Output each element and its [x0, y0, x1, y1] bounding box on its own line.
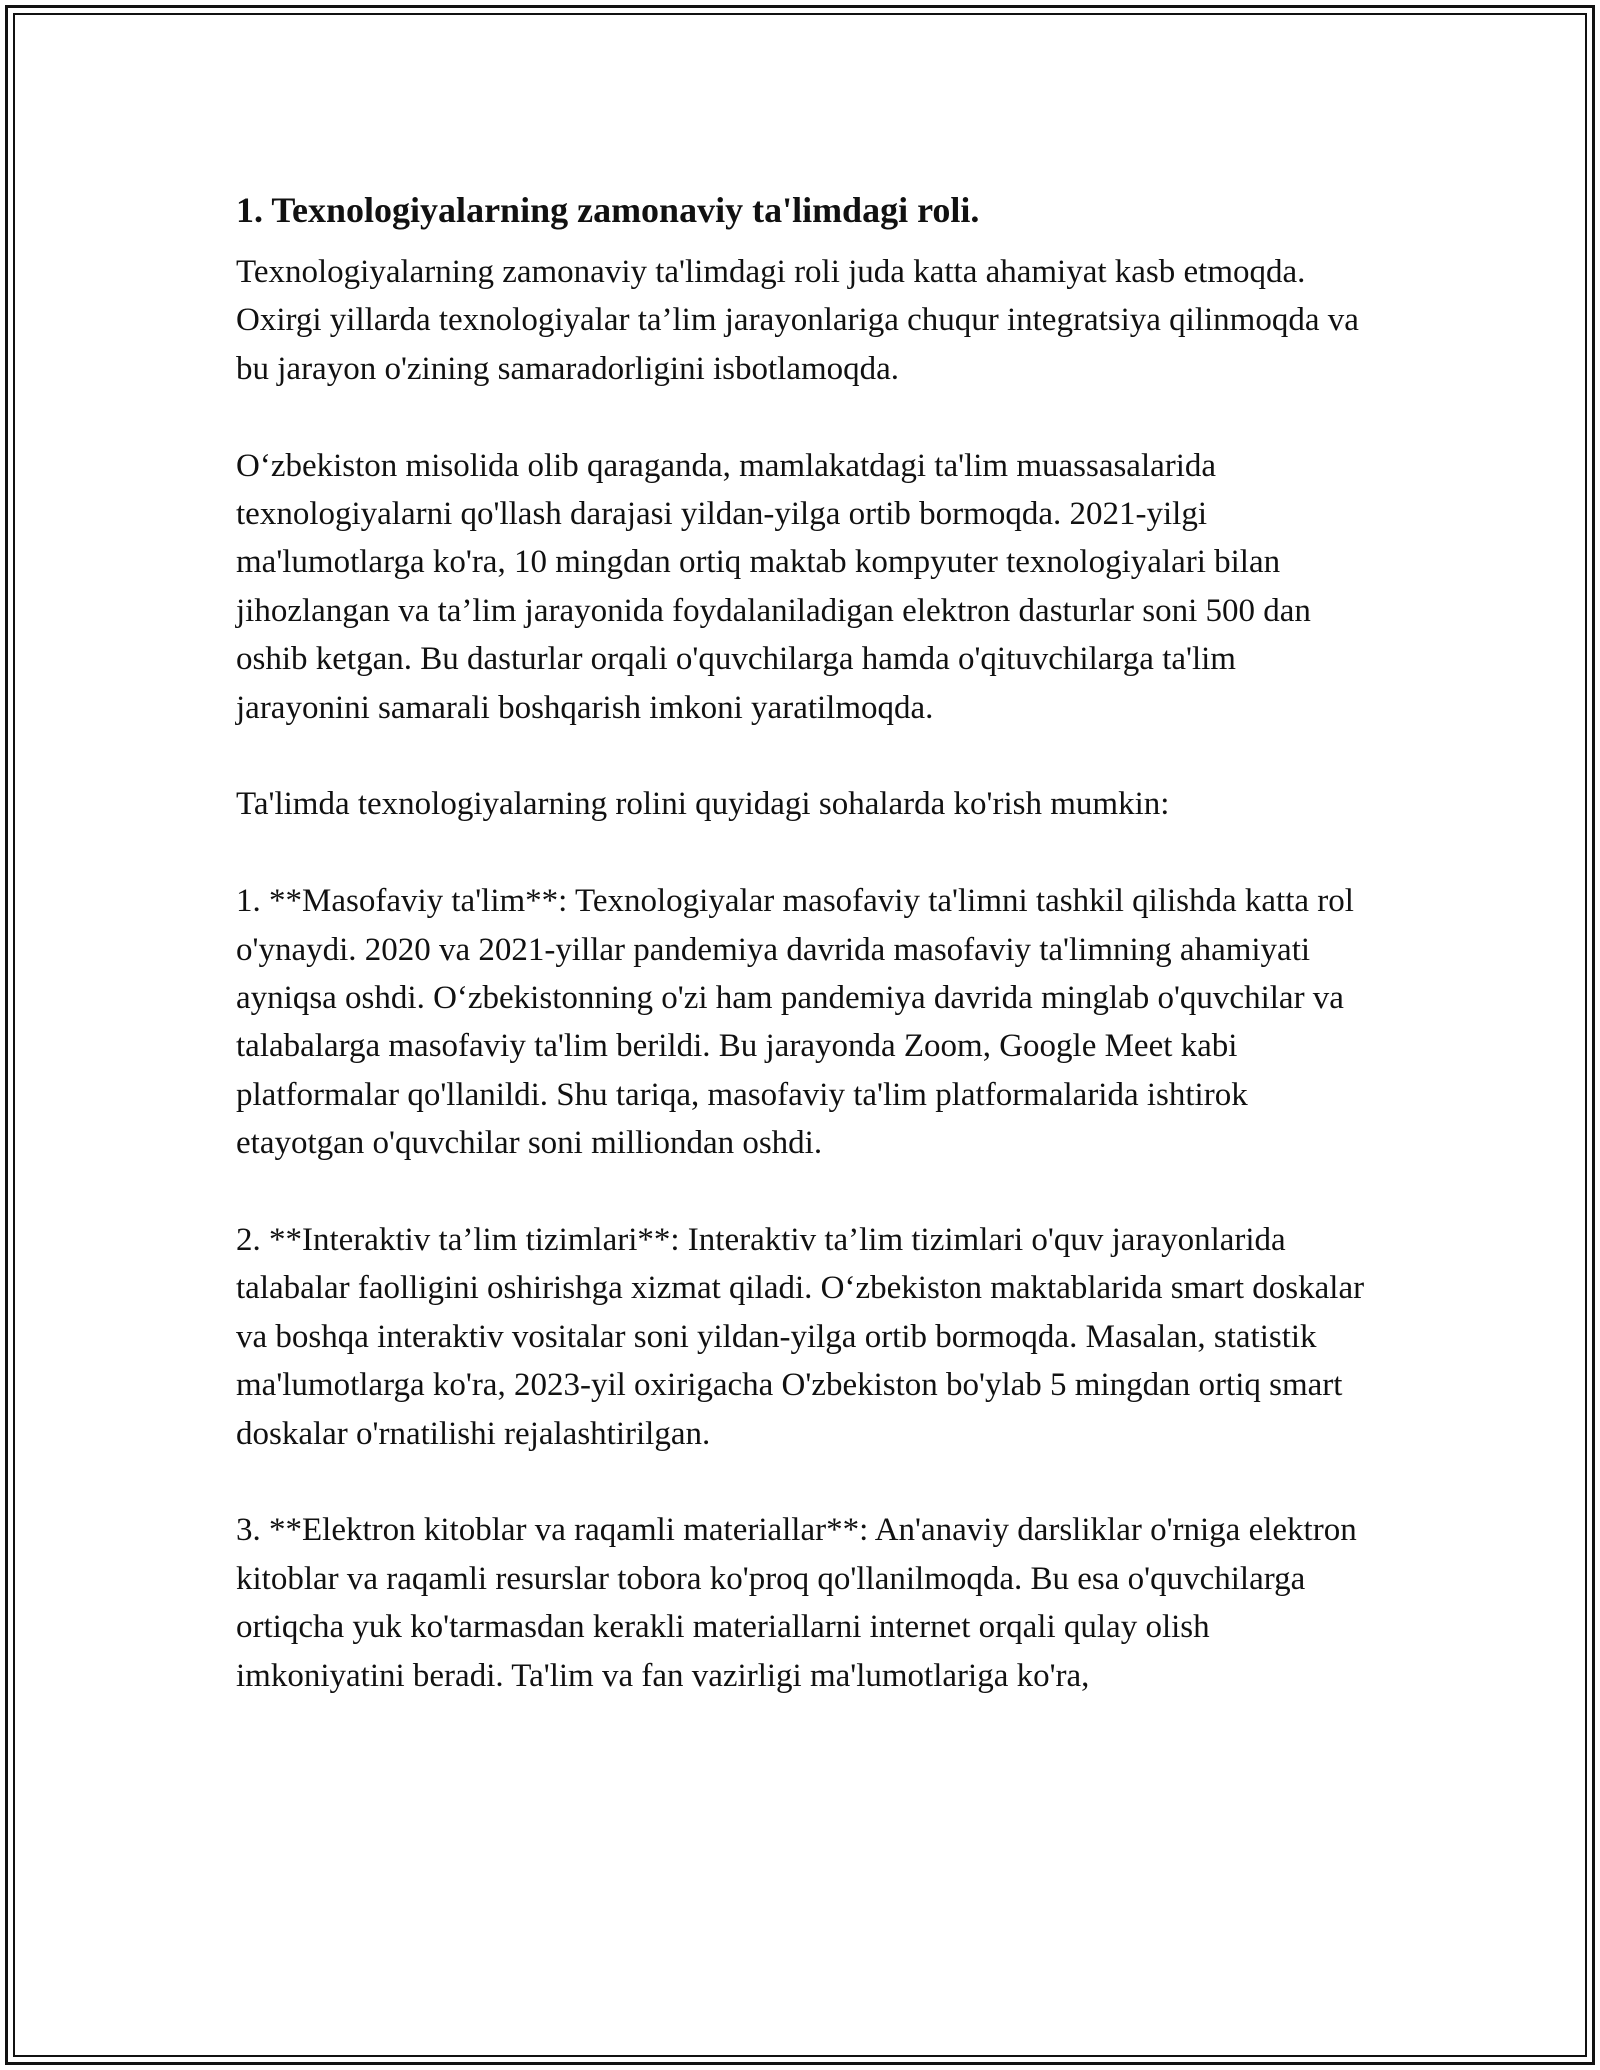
- paragraph-areas-intro: Ta'limda texnologiyalarning rolini quyidagi sohalarda ko'rish mumkin:: [236, 786, 1170, 823]
- list-item-interactive-systems: 2. **Interaktiv ta’lim tizimlari**: Interaktiv ta’lim tizimlari o'quv jarayonlarida talabalar faolligini oshirishga xizmat qiladi. O‘zbekiston maktablarida smart doskalar va boshqa interaktiv vositalar soni yildan-yilga ortib bormoqda. Masalan, statistik ma'lumotlarga ko'ra, 2023-yil oxirigacha O'zbekiston bo'ylab 5 mingdan ortiq smart doskalar o'rnatilishi rejalashtirilgan.: [236, 1222, 1365, 1452]
- document-body: [236, 186, 1366, 1700]
- paragraph-uzbekistan-example: O‘zbekiston misolida olib qaraganda, mamlakatdagi ta'lim muassasalarida texnologiyalarni qo'llash darajasi yildan-yilga ortib bormoqda. 2021-yilgi ma'lumotlarga ko'ra, 10 mingdan ortiq maktab kompyuter texnologiyalari bilan jihozlangan va ta’lim jarayonida foydalaniladigan elektron dasturlar soni 500 dan oshib ketgan. Bu dasturlar orqali o'quvchilarga hamda o'qituvchilarga ta'lim jarayonini samarali boshqarish imkoni yaratilmoqda.: [236, 447, 1311, 726]
- list-item-electronic-books: 3. **Elektron kitoblar va raqamli materiallar**: An'anaviy darsliklar o'rniga elektron kitoblar va raqamli resurslar tobora ko'proq qo'llanilmoqda. Bu esa o'quvchilarga ortiqcha yuk ko'tarmasdan kerakli materiallarni internet orqali qulay olish imkoniyatini beradi. Ta'lim va fan vazirligi ma'lumotlariga ko'ra,: [236, 1512, 1357, 1694]
- paragraph-intro: Texnologiyalarning zamonaviy ta'limdagi roli juda katta ahamiyat kasb etmoqda. Oxirgi yillarda texnologiyalar ta’lim jarayonlariga chuqur integratsiya qilinmoqda va bu jarayon o'zining samaradorligini isbotlamoqda.: [236, 254, 1359, 387]
- list-item-distance-learning: 1. **Masofaviy ta'lim**: Texnologiyalar masofaviy ta'limni tashkil qilishda katta rol o'ynaydi. 2020 va 2021-yillar pandemiya davrida masofaviy ta'limning ahamiyati ayniqsa oshdi. O‘zbekistonning o'zi ham pandemiya davrida minglab o'quvchilar va talabalarga masofaviy ta'lim berildi. Bu jarayonda Zoom, Google Meet kabi platformalar qo'llanildi. Shu tariqa, masofaviy ta'lim platformalarida ishtirok etayotgan o'quvchilar soni milliondan oshdi.: [236, 883, 1354, 1162]
- section-heading: 1. Texnologiyalarning zamonaviy ta'limdagi roli.: [236, 190, 980, 230]
